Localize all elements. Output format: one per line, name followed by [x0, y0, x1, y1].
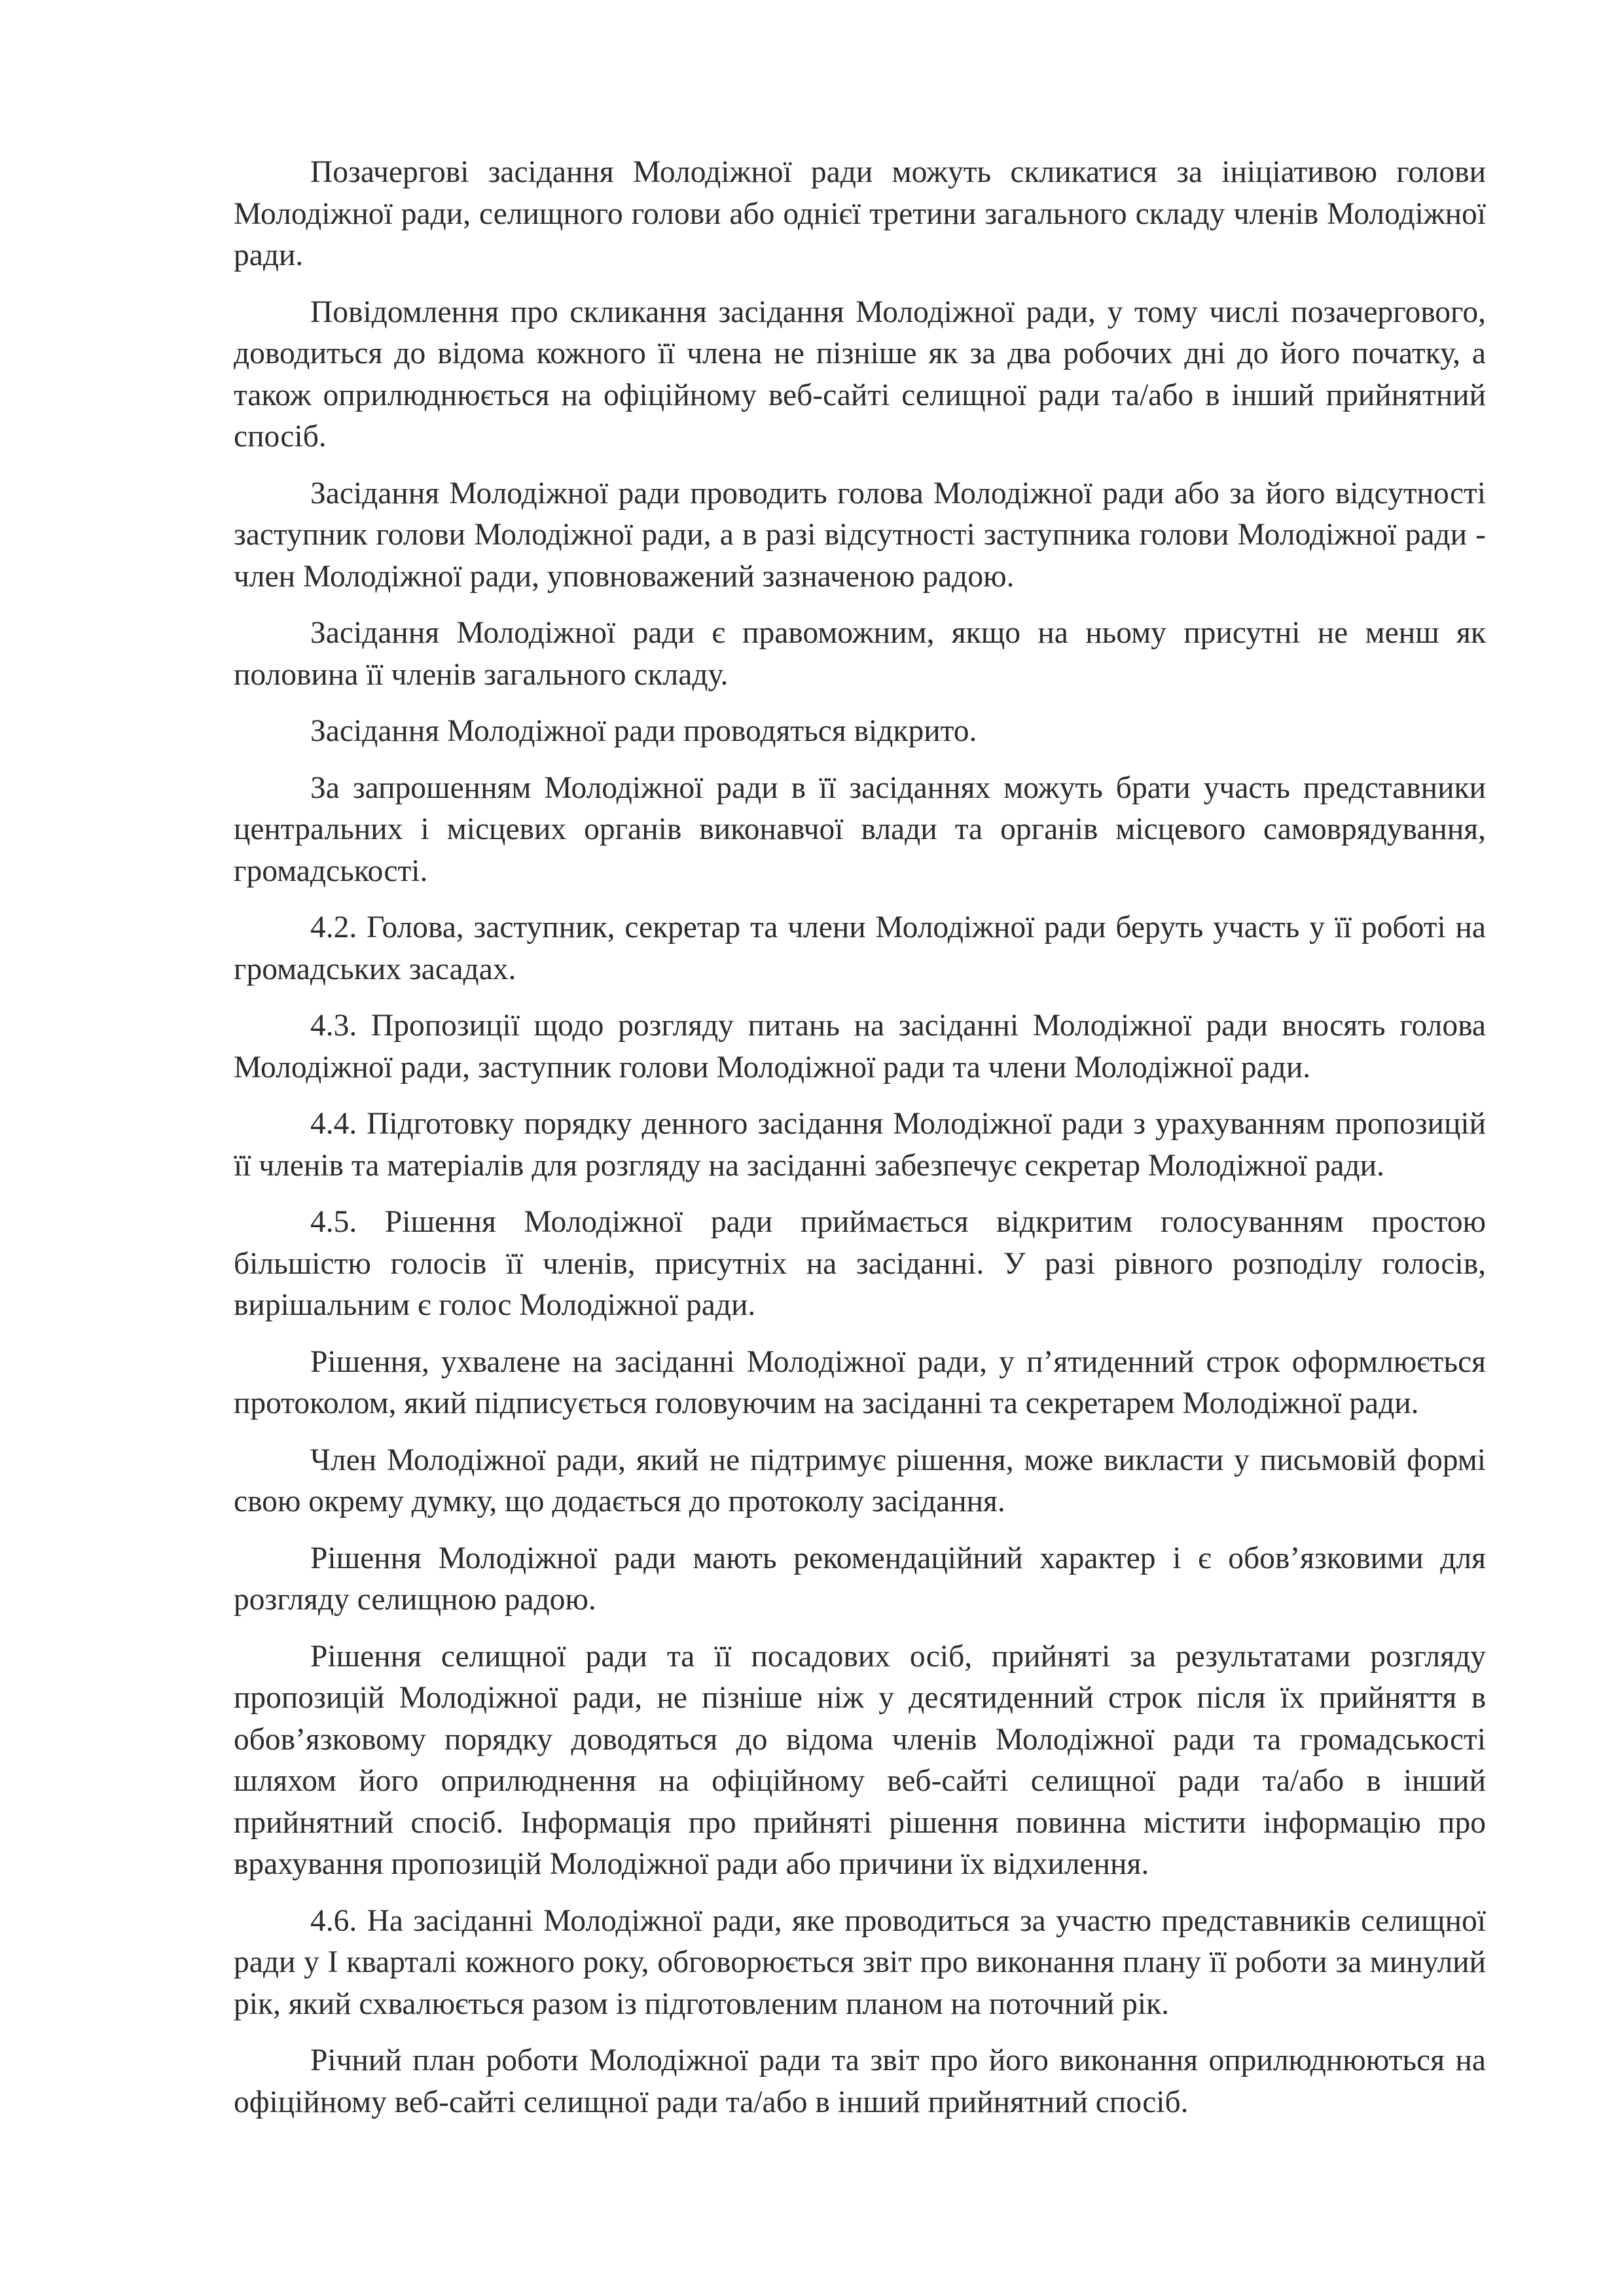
- paragraph-extraordinary-meetings: Позачергові засідання Молодіжної ради можуть скликатися за ініціативою голови Молодіжної ради, селищного голови або однієї третини загального складу членів Молодіжної ради.: [234, 155, 1486, 272]
- paragraph-meeting-notification: Повідомлення про скликання засідання Молодіжної ради, у тому числі позачергового, доводиться до відома кожного її члена не пізніше як за два робочих дні до його початку, а також оприлюднюється на офіційному веб-сайті селищної ради та/або в інший прийнятний спосіб.: [234, 295, 1486, 454]
- paragraph-meeting-chair: Засідання Молодіжної ради проводить голова Молодіжної ради або за його відсутності заступник голови Молодіжної ради, а в разі відсутності заступника голови Молодіжної ради - член Молодіжної ради, уповноважений зазначеною радою.: [234, 476, 1486, 594]
- paragraph-recommendation-nature: Рішення Молодіжної ради мають рекомендаційний характер і є обов’язковими для розгляду селищною радою.: [234, 1541, 1486, 1617]
- paragraph-section-4-4: 4.4. Підготовку порядку денного засідання Молодіжної ради з урахуванням пропозицій її членів та матеріалів для розгляду на засіданні забезпечує секретар Молодіжної ради.: [234, 1107, 1486, 1183]
- document-page: [234, 152, 1486, 2138]
- paragraph-section-4-5: 4.5. Рішення Молодіжної ради приймається відкритим голосуванням простою більшістю голосів її членів, присутніх на засіданні. У разі рівного розподілу голосів, вирішальним є голос Молодіжної ради.: [234, 1205, 1486, 1322]
- paragraph-section-4-3: 4.3. Пропозиції щодо розгляду питань на засіданні Молодіжної ради вносять голова Молодіжної ради, заступник голови Молодіжної ради та члени Молодіжної ради.: [234, 1009, 1486, 1085]
- paragraph-section-4-2: 4.2. Голова, заступник, секретар та члени Молодіжної ради беруть участь у її роботі на громадських засадах.: [234, 910, 1486, 986]
- paragraph-open-meetings: Засідання Молодіжної ради проводяться відкрито.: [310, 714, 977, 748]
- paragraph-council-decisions: Рішення селищної ради та її посадових осіб, прийняті за результатами розгляду пропозицій Молодіжної ради, не пізніше ніж у десятиденний строк після їх прийняття в обов’язковому порядку доводяться до відома членів Молодіжної ради та громадськості шляхом його оприлюднення на офіційному веб-сайті селищної ради та/або в інший прийнятний спосіб. Інформація про прийняті рішення повинна містити інформацію про врахування пропозицій Молодіжної ради або причини їх відхилення.: [234, 1639, 1486, 1881]
- paragraph-annual-plan: Річний план роботи Молодіжної ради та звіт про його виконання оприлюднюються на офіційному веб-сайті селищної ради та/або в інший прийнятний спосіб.: [234, 2043, 1486, 2119]
- paragraph-invited-participants: За запрошенням Молодіжної ради в її засіданнях можуть брати участь представники центральних і місцевих органів виконавчої влади та органів місцевого самоврядування, громадськості.: [234, 770, 1486, 888]
- paragraph-dissenting-opinion: Член Молодіжної ради, який не підтримує рішення, може викласти у письмовій формі свою окрему думку, що додається до протоколу засідання.: [234, 1443, 1486, 1518]
- paragraph-section-4-6: 4.6. На засіданні Молодіжної ради, яке проводиться за участю представників селищної ради у І кварталі кожного року, обговорюється звіт про виконання плану її роботи за минулий рік, який схвалюється разом із підготовленим планом на поточний рік.: [234, 1903, 1486, 2021]
- paragraph-quorum: Засідання Молодіжної ради є правоможним, якщо на ньому присутні не менш як половина її членів загального складу.: [234, 616, 1486, 692]
- paragraph-decision-protocol: Рішення, ухвалене на засіданні Молодіжної ради, у п’ятиденний строк оформлюється протоколом, який підписується головуючим на засіданні та секретарем Молодіжної ради.: [234, 1344, 1486, 1420]
